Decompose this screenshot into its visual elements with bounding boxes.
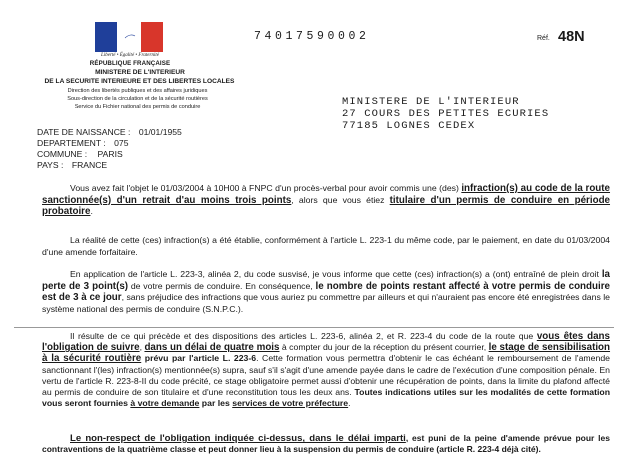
text-run: de votre permis de conduire. En conséquence, xyxy=(128,280,316,291)
points-remaining: le nombre de points restant affecté à votre permis de conduire est de 3 à ce jour xyxy=(42,280,610,304)
text-run: . xyxy=(348,398,351,409)
commune xyxy=(37,149,123,159)
paragraph-obligation xyxy=(42,331,610,409)
barcode-number: 74017590002 xyxy=(254,30,370,43)
text-run: , alors que vous étiez xyxy=(291,194,390,205)
probation-highlight: titulaire d'un permis de conduire en période probatoire xyxy=(42,194,611,218)
deadline-highlight: dans un délai de quatre mois xyxy=(144,342,280,354)
text-run: , xyxy=(139,342,145,353)
info-sentence: Toutes indications utiles sur les modalités de cette formation vous seront fournies xyxy=(42,387,610,409)
ministry-name: MINISTERE DE L'INTERIEUR xyxy=(95,69,185,76)
department xyxy=(37,138,129,148)
country-label: PAYS : xyxy=(37,160,64,170)
obligation-highlight: vous êtes dans l'obligation de suivre xyxy=(42,331,610,354)
marianne-logo xyxy=(95,22,163,52)
paragraph-offence xyxy=(42,183,610,218)
text-run: à compter du jour de la réception du présent courrier, xyxy=(279,342,489,353)
recipient-line: 27 COURS DES PETITES ECURIES xyxy=(342,108,550,120)
direction-line: Sous-direction de la circulation et de la sécurité routières xyxy=(67,96,208,102)
course-highlight: le stage de sensibilisation à la sécurité routière xyxy=(42,342,611,365)
birth-date xyxy=(37,127,182,137)
article-reference: prévu par l'article L. 223-6 xyxy=(144,353,257,364)
text-run: . xyxy=(90,206,93,217)
ministry-subtitle: DE LA SECURITE INTERIEURE ET DES LIBERTES LOCALES xyxy=(44,78,235,85)
text-run: Il résulte de ce qui précède et des dispositions des articles L. 223-6, alinéa 2, et R. 223-4 du code de la route que xyxy=(70,331,537,341)
text-run: par les xyxy=(199,398,233,409)
paragraph-established: La réalité de cette (ces) infraction(s) a été établie, conformément à l'article L. 223-1 du même code, par le paiement, en date du 01/03/2004 d'une amende forfaitaire. xyxy=(42,235,610,257)
prefecture-services: services de votre préfecture xyxy=(232,398,349,409)
offence-highlight: infraction(s) au code de la route sanctionnée(s) d'un retrait d'au moins trois points xyxy=(42,183,611,206)
divider xyxy=(14,327,614,328)
department-value: 075 xyxy=(114,138,129,148)
text-run: . Cette formation vous permettra d'obtenir le cas échéant le remboursement de l'amende sanctionnant l'(les) infraction(s) mentionnée(s) supra, sauf s'il s'agit d'une amende payée dans le cadre de l'exécution d'une composition pénale. En vertu de l'article R. 223-8-II du code précité, ce stage obligatoire permet aussi d'obtenir une récupération de points, dans la limite du plafond affecté au permis de conduire de son titulaire et d'une reconstitution tous les deux ans. xyxy=(42,353,610,398)
text-run: , est puni de la peine d'amende prévue pour les contraventions de la quatrième classe et peut donner lieu à la suspension du permis de conduire (article R. 223-4 déjà cité). xyxy=(42,433,610,454)
country xyxy=(37,160,107,170)
paragraph-penalty xyxy=(42,433,610,455)
republic-motto: Liberté • Égalité • Fraternité xyxy=(101,53,159,58)
text-run: Vous avez fait l'objet le 01/03/2004 à 10H00 à FNPC d'un procès-verbal pour avoir commis une (des) xyxy=(70,183,462,193)
text-run: En application de l'article L. 223-3, alinéa 2, du code susvisé, je vous informe que cette (ces) infraction(s) a (ont) entraîné de plein droit xyxy=(70,269,602,279)
ref-label: Réf. xyxy=(537,35,550,42)
on-request: à votre demande xyxy=(130,398,200,409)
paragraph-points xyxy=(42,269,610,315)
country-value: FRANCE xyxy=(71,160,108,170)
points-lost: la perte de 3 point(s) xyxy=(42,269,610,292)
ref-number: 48N xyxy=(558,29,585,45)
direction-line: Direction des libertés publiques et des affaires juridiques xyxy=(67,88,208,94)
text-run: , sans préjudice des infractions que vous auriez pu commettre par ailleurs et qui n'auraient pas encore été enregistrées dans le système national des permis de conduire (S.N.P.C.). xyxy=(42,292,610,314)
direction-line: Service du Fichier national des permis de conduire xyxy=(74,104,201,110)
republic-name: RÉPUBLIQUE FRANÇAISE xyxy=(89,60,171,67)
birth-date-value: 01/01/1955 xyxy=(138,127,182,137)
penalty-highlight: Le non-respect de l'obligation indiquée ci-dessus, dans le délai imparti xyxy=(70,433,406,444)
commune-label: COMMUNE : xyxy=(37,149,88,159)
commune-value: PARIS xyxy=(97,149,123,159)
birth-date-label: DATE DE NAISSANCE : xyxy=(37,127,131,137)
department-label: DEPARTEMENT : xyxy=(37,138,106,148)
recipient-line: MINISTERE DE L'INTERIEUR xyxy=(342,96,520,108)
recipient-line: 77185 LOGNES CEDEX xyxy=(342,120,476,132)
